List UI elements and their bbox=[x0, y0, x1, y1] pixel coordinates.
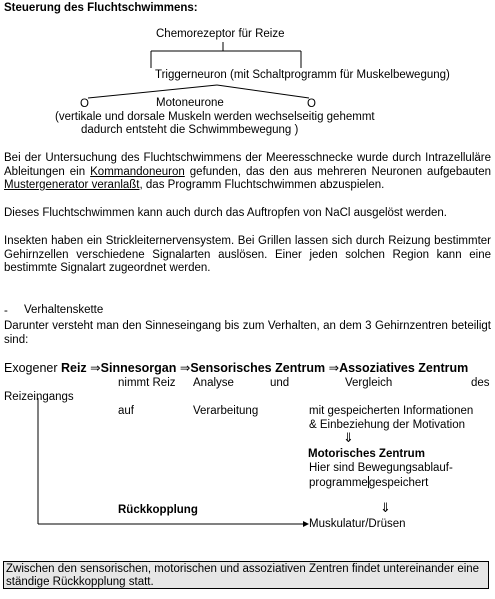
motoneurone-label: Motoneurone bbox=[156, 97, 224, 109]
row2-vergleich: Vergleich bbox=[345, 377, 393, 389]
hier-line2 bbox=[309, 476, 428, 490]
left-neuron-node: O bbox=[80, 98, 89, 110]
arrow-right-icon: ⇒ bbox=[90, 361, 101, 375]
paragraph-nacl: Dieses Fluchtschwimmen kann auch durch das Auftropfen von NaCl ausgelöst werden. bbox=[4, 207, 447, 219]
reizeingangs-text: Reizeingangs bbox=[4, 391, 74, 403]
einbeziehung-text: & Einbeziehung der Motivation bbox=[309, 419, 465, 431]
diagram-caption-line2: dadurch entsteht die Schwimmbewegung ) bbox=[81, 124, 299, 136]
chain-exogener: Exogener bbox=[4, 361, 61, 375]
paragraph-intro-text-b: gefunden, das den aus mehreren Neuronen aufgebauten bbox=[184, 165, 492, 178]
bullet-marker: - bbox=[4, 305, 8, 317]
arrow-right-icon: ⇒ bbox=[328, 361, 340, 375]
stimulus-chain bbox=[4, 362, 468, 375]
row2-des: des bbox=[471, 377, 490, 389]
summary-box: Zwischen den sensorischen, motorischen und assoziativen Zentren findet untereinander eine ständige Rückkopplung statt. bbox=[3, 561, 489, 589]
paragraph-intro-text-a: Bei der Untersuchung des Fluchtschwimmens der Meeresschnecke wurde durch Intrazelluläre Ableitungen ein bbox=[4, 152, 491, 178]
row3-auf: auf bbox=[118, 405, 134, 417]
arrow-right-icon: ⇒ bbox=[179, 361, 191, 375]
diagram-caption-line1: (vertikale und dorsale Muskeln werden wechselseitig gehemmt bbox=[55, 111, 375, 123]
chain-sensorisches-zentrum: Sensorisches Zentrum bbox=[190, 361, 326, 375]
trigger-neuron-label: Triggerneuron (mit Schaltprogramm für Muskelbewegung) bbox=[155, 69, 450, 81]
rueckkopplung-label: Rückkopplung bbox=[118, 504, 198, 516]
chemoreceptor-label: Chemorezeptor für Reize bbox=[156, 28, 285, 40]
bullet-verhaltenskette: Verhaltenskette bbox=[24, 304, 104, 316]
chain-sinnesorgan: Sinnesorgan bbox=[100, 361, 177, 375]
hier-line2-a: programme bbox=[309, 477, 368, 489]
page-heading: Steuerung des Fluchtschwimmens: bbox=[4, 2, 198, 14]
paragraph-definition: Darunter versteht man den Sinneseingang bis zum Verhalten, an dem 3 Gehirnzentren beteiligt sind: bbox=[4, 320, 491, 346]
hier-line2-b: gespeichert bbox=[368, 477, 429, 489]
kommandoneuron-term: Kommandoneuron bbox=[90, 165, 185, 178]
right-neuron-node: O bbox=[307, 98, 316, 110]
chain-assoziatives-zentrum: Assoziatives Zentrum bbox=[339, 361, 469, 375]
muskulatur-label: Muskulatur/Drüsen bbox=[309, 518, 406, 530]
row2-analyse: Analyse bbox=[193, 377, 234, 389]
row2-und: und bbox=[270, 377, 290, 389]
arrow-down-icon: ⇓ bbox=[380, 500, 391, 515]
paragraph-intro bbox=[4, 152, 491, 193]
paragraph-insects: Insekten haben ein Strickleiternervensystem. Bei Grillen lassen sich durch Reizung bestimmter Gehirnzellen verschiedene Signalarten auslösen. Einer jeden solchen Region kann eine bestimmte Signalart zugeordnet werden. bbox=[4, 235, 491, 275]
chain-reiz: Reiz bbox=[60, 361, 87, 375]
hier-line1: Hier sind Bewegungsablauf- bbox=[309, 462, 453, 474]
row3-mit-informationen: mit gespeicherten Informationen bbox=[309, 405, 474, 417]
row2-nimmt-reiz: nimmt Reiz bbox=[118, 377, 176, 389]
motorisches-zentrum-label: Motorisches Zentrum bbox=[308, 448, 425, 460]
row3-verarbeitung: Verarbeitung bbox=[193, 405, 259, 417]
arrow-down-icon: ⇓ bbox=[343, 430, 354, 445]
mustergenerator-term: Mustergenerator veranlaßt bbox=[4, 179, 140, 192]
paragraph-intro-text-c: , das Programm Fluchtschwimmen abzuspielen. bbox=[139, 179, 385, 192]
